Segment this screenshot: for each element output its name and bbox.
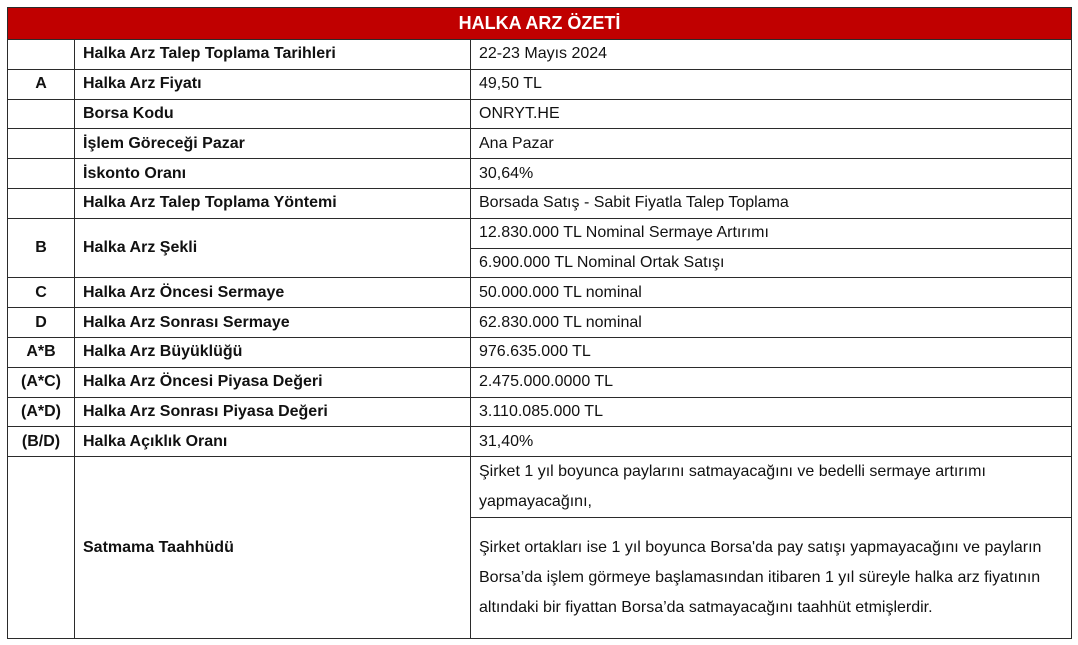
row-code [8,40,75,70]
row-code: D [8,308,75,338]
row-label: Halka Açıklık Oranı [75,427,471,457]
table-row [8,278,1072,308]
row-value: 22-23 Mayıs 2024 [471,40,1072,70]
row-code [8,99,75,129]
table-row [8,129,1072,159]
row-code [8,129,75,159]
row-code: A [8,69,75,99]
ipo-summary [7,7,1071,639]
row-label: Halka Arz Sonrası Piyasa Değeri [75,397,471,427]
row-value: 976.635.000 TL [471,337,1072,367]
row-value: Ana Pazar [471,129,1072,159]
table-row [8,337,1072,367]
table-row [8,99,1072,129]
row-value: Şirket 1 yıl boyunca paylarını satmayacağını ve bedelli sermaye artırımı yapmayacağını, [471,457,1072,518]
table-row [8,367,1072,397]
row-value: 49,50 TL [471,69,1072,99]
row-value: 62.830.000 TL nominal [471,308,1072,338]
row-code: C [8,278,75,308]
row-value: 12.830.000 TL Nominal Sermaye Artırımı [471,218,1072,248]
row-label: Satmama Taahhüdü [75,457,471,639]
row-label: Halka Arz Sonrası Sermaye [75,308,471,338]
row-label: İskonto Oranı [75,159,471,189]
row-code: (A*D) [8,397,75,427]
row-label: Halka Arz Öncesi Sermaye [75,278,471,308]
table-row [8,69,1072,99]
row-label: Halka Arz Fiyatı [75,69,471,99]
row-value: 50.000.000 TL nominal [471,278,1072,308]
table-row [8,427,1072,457]
row-code [8,457,75,639]
table-row [8,40,1072,70]
row-label: Halka Arz Şekli [75,218,471,278]
row-label: Halka Arz Talep Toplama Tarihleri [75,40,471,70]
row-code: B [8,218,75,278]
row-value: ONRYT.HE [471,99,1072,129]
row-value: 3.110.085.000 TL [471,397,1072,427]
row-value: 2.475.000.0000 TL [471,367,1072,397]
row-value: Şirket ortakları ise 1 yıl boyunca Borsa'da pay satışı yapmayacağını ve payların Borsa’da işlem görmeye başlamasından itibaren 1 yıl süreyle halka arz fiyatının altındaki bir fiyattan Borsa’da satmayacağını taahhüt etmişlerdir. [471,518,1072,639]
table-row [8,308,1072,338]
row-label: Halka Arz Talep Toplama Yöntemi [75,188,471,218]
table-row [8,397,1072,427]
table-row [8,218,1072,248]
table-row [8,188,1072,218]
row-code: A*B [8,337,75,367]
row-code [8,188,75,218]
row-code: (B/D) [8,427,75,457]
row-value: 31,40% [471,427,1072,457]
row-label: Halka Arz Öncesi Piyasa Değeri [75,367,471,397]
table-title: HALKA ARZ ÖZETİ [8,8,1072,40]
ipo-summary-table [7,7,1072,639]
row-value: 30,64% [471,159,1072,189]
table-row [8,159,1072,189]
row-label: İşlem Göreceği Pazar [75,129,471,159]
table-row [8,457,1072,518]
row-code: (A*C) [8,367,75,397]
row-value: 6.900.000 TL Nominal Ortak Satışı [471,248,1072,278]
row-label: Borsa Kodu [75,99,471,129]
row-value: Borsada Satış - Sabit Fiyatla Talep Toplama [471,188,1072,218]
row-label: Halka Arz Büyüklüğü [75,337,471,367]
row-code [8,159,75,189]
